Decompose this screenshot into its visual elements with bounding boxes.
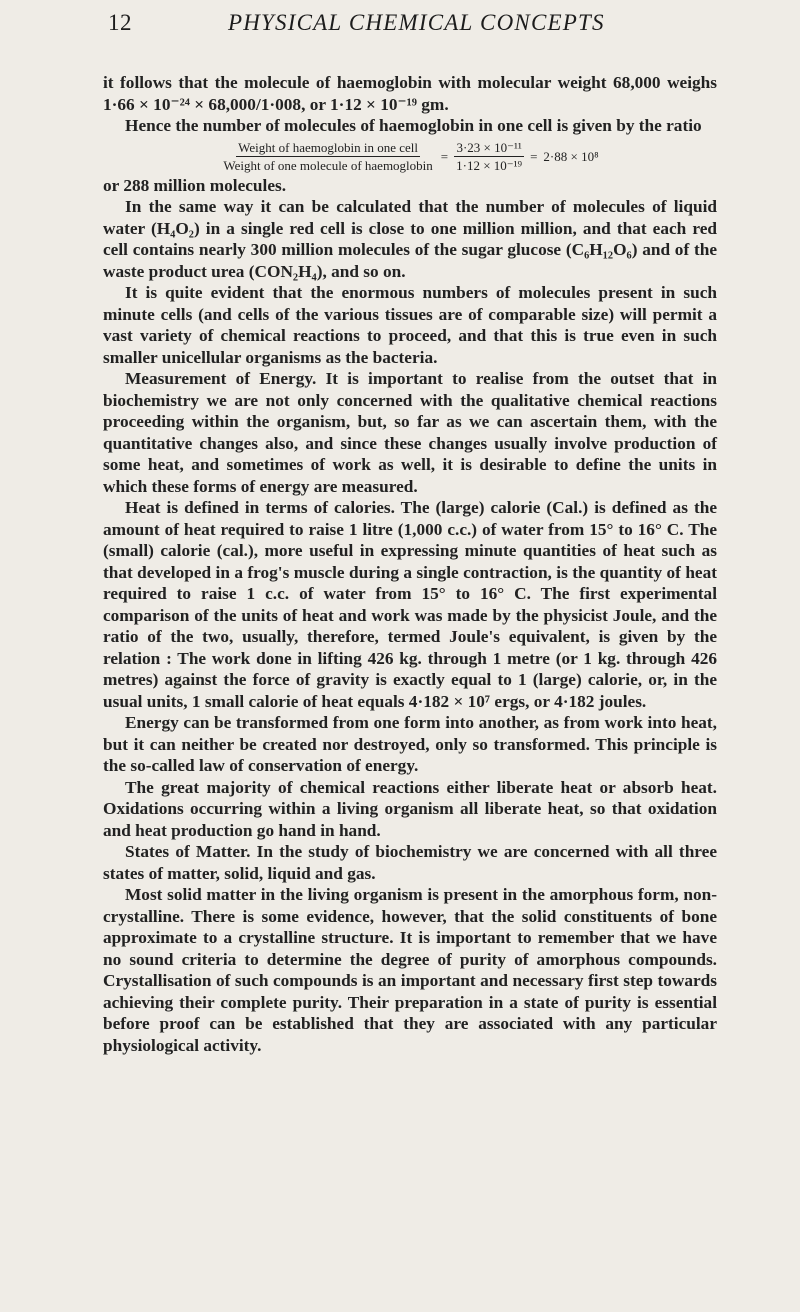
paragraph: Most solid matter in the living organism is present in the amorphous form, non-crystalline. There is some evidence, however, that the solid constituents of bone approximate to a crystalline structure. It is important to remember that we have no sound criteria to determine the degree of purity of amorphous compounds. Crystallisation of such compounds is an important and necessary first step towards achieving their complete purity. Their preparation in a state of purity is essential before proof can be established that they are associated with any particular physiological activity.	[103, 885, 717, 1055]
paragraph: or 288 million molecules.	[103, 175, 287, 195]
fraction-values	[454, 140, 524, 173]
paragraph: it follows that the molecule of haemoglobin with molecular weight 68,000 weighs 1·66 × 10⁻²⁴ × 68,000/1·008, or 1·12 × 10⁻¹⁹ gm.	[103, 73, 717, 114]
equals-sign: =	[530, 148, 538, 164]
fraction-numerator: Weight of haemoglobin in one cell	[238, 139, 418, 155]
ratio-equation	[103, 140, 717, 173]
page-number: 12	[108, 10, 132, 35]
equation-result: 2·88 × 10⁸	[543, 148, 599, 164]
paragraph: The great majority of chemical reactions either liberate heat or absorb heat. Oxidations occurring within a living organism all liberate heat, so that oxidation and heat production go hand in hand.	[103, 777, 717, 840]
fraction-denominator-value: 1·12 × 10⁻¹⁹	[456, 157, 523, 173]
paragraph: States of Matter. In the study of biochemistry we are concerned with all three states of matter, solid, liquid and gas.	[103, 842, 717, 883]
paragraph: It is quite evident that the enormous numbers of molecules present in such minute cells (and cells of the various tissues are of comparable size) will permit a vast variety of chemical reactions to proceed, and that this is true even in such smaller unicellular organisms as the bacteria.	[103, 283, 717, 367]
paragraph: Hence the number of molecules of haemoglobin in one cell is given by the ratio	[125, 116, 702, 135]
paragraph: Energy can be transformed from one form into another, as from work into heat, but it can neither be created nor destroyed, only so transformed. This principle is the so-called law of conservation of energy.	[103, 713, 717, 775]
paragraph: Measurement of Energy. It is important to realise from the outset that in biochemistry we are not only concerned with the qualitative chemical reactions proceeding within the organism, but, so far as we can ascertain them, with the quantitative changes also, and since these changes usually involve production of some heat, and sometimes of work as well, it is desirable to define the units in which these forms of energy are measured.	[103, 369, 717, 496]
fraction-denominator: Weight of one molecule of haemoglobin	[223, 157, 433, 173]
fraction-numerator-value: 3·23 × 10⁻¹¹	[456, 139, 522, 155]
equals-sign: =	[440, 148, 449, 164]
body-text	[103, 72, 717, 1056]
paragraph: Heat is defined in terms of calories. The (large) calorie (Cal.) is defined as the amount of heat required to raise 1 litre (1,000 c.c.) of water from 15° to 16° C. The (small) calorie (cal.), more useful in expressing minute quantities of heat such as that developed in a frog's muscle during a single contraction, is the quantity of heat required to raise 1 c.c. of water from 15° to 16° C. The first experimental comparison of the units of heat and work was made by the physicist Joule, and the ratio of the two, usually, therefore, termed Joule's equivalent, is given by the relation : The work done in lifting 426 kg. through 1 metre (or 1 kg. through 426 metres) against the force of gravity is exactly equal to 1 (large) calorie, or, in the usual units, 1 small calorie of heat equals 4·182 × 10⁷ ergs, or 4·182 joules.	[103, 498, 717, 711]
page-header	[108, 6, 720, 42]
paragraph: In the same way it can be calculated that the number of molecules of liquid water (H₄O₂) in a single red cell is close to one million million, and that each red cell contains nearly 300 million molecules of the sugar glucose (C₆H₁₂O₆) and of the waste product urea (CON₂H₄), and so on.	[103, 197, 717, 281]
running-title: PHYSICAL CHEMICAL CONCEPTS	[228, 10, 605, 35]
fraction-words	[221, 140, 434, 173]
